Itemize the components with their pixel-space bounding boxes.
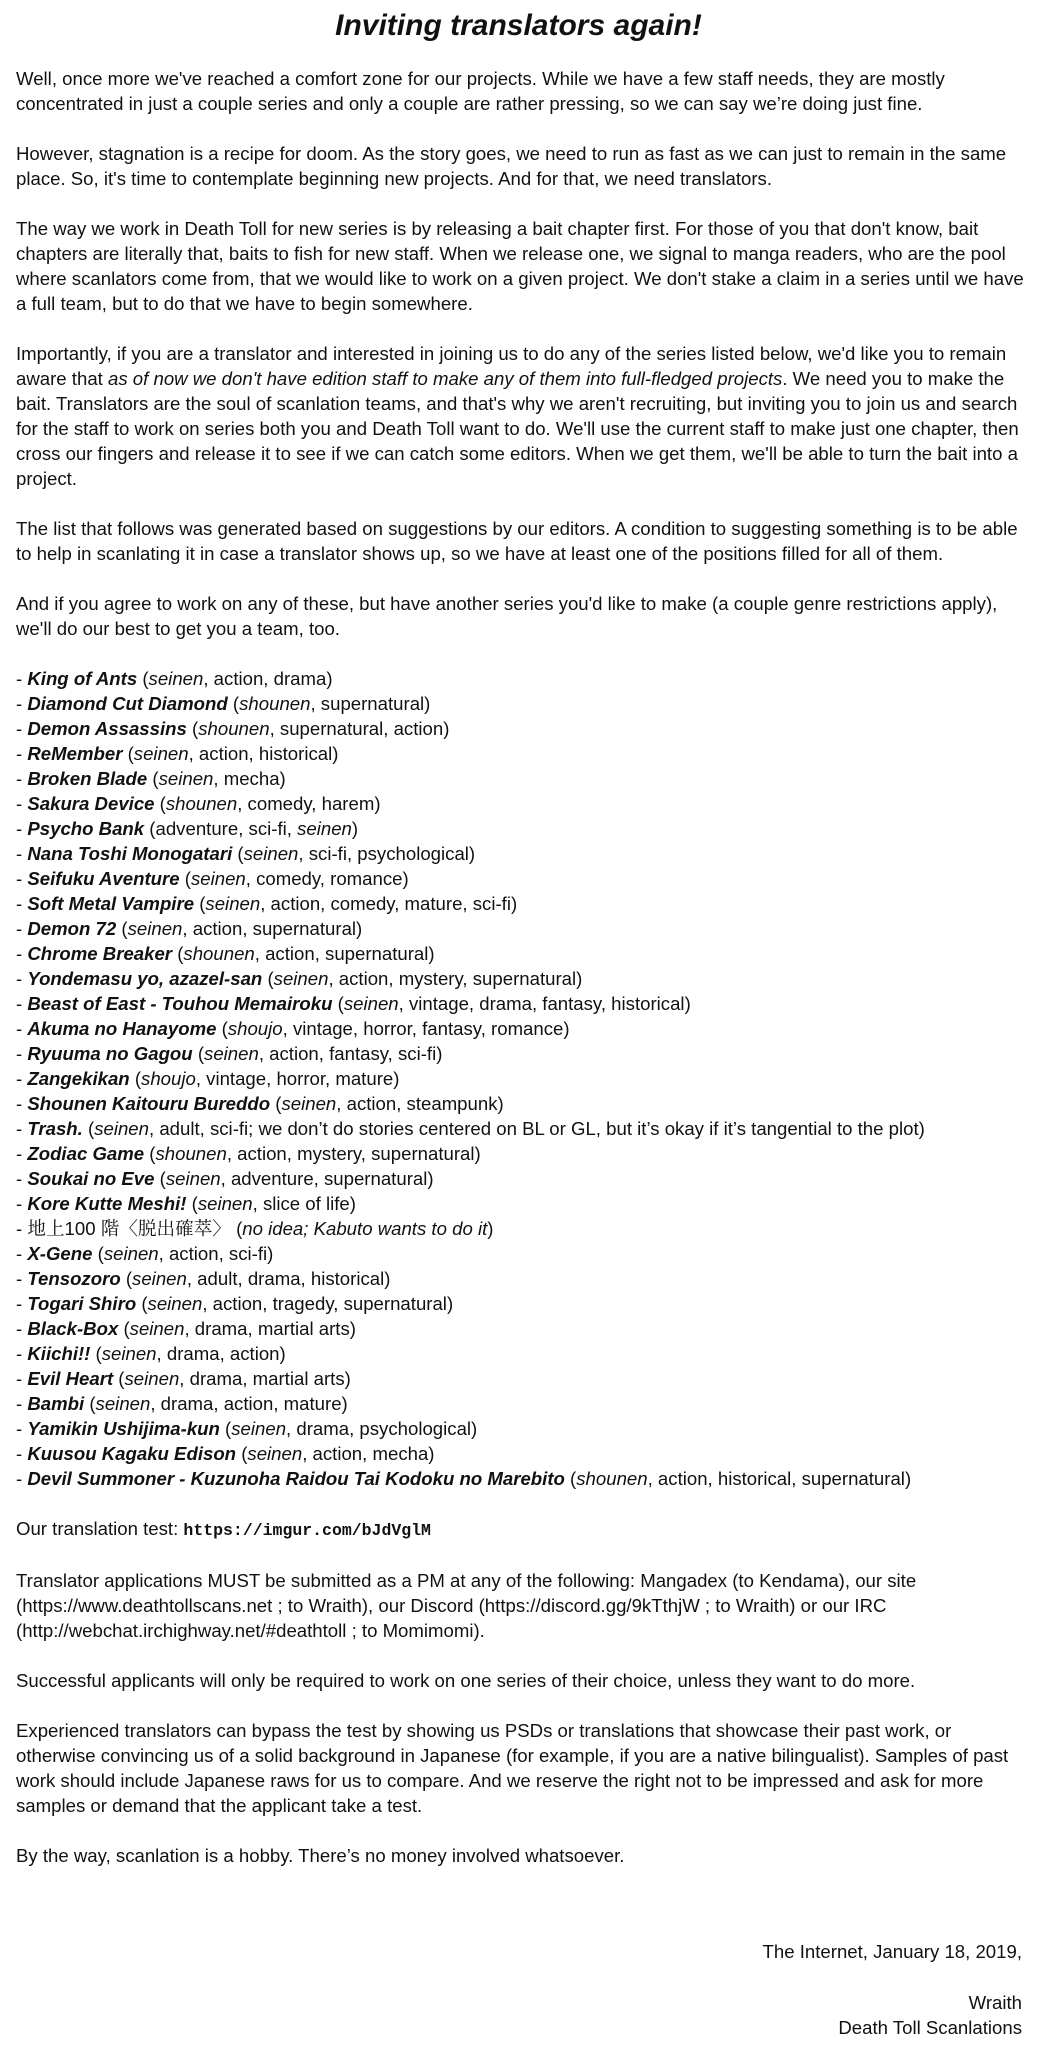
series-item: - ReMember (seinen, action, historical) (16, 743, 339, 764)
series-demographic: seinen (127, 918, 183, 939)
series-demographic: seinen (95, 1393, 151, 1414)
series-title: Soukai no Eve (27, 1168, 155, 1189)
series-demographic: seinen (297, 818, 352, 839)
series-demographic: seinen (129, 1318, 185, 1339)
series-item: - Sakura Device (shounen, comedy, harem) (16, 793, 381, 814)
translation-test-line (16, 1516, 1024, 1543)
series-demographic: seinen (231, 1418, 287, 1439)
series-demographic: seinen (158, 768, 214, 789)
series-title: Togari Shiro (27, 1293, 137, 1314)
series-item: - Black-Box (seinen, drama, martial arts) (16, 1318, 356, 1339)
series-title: Beast of East - Touhou Memairoku (27, 993, 333, 1014)
series-demographic: seinen (343, 993, 399, 1014)
series-item: - Zodiac Game (shounen, action, mystery, supernatural) (16, 1143, 481, 1164)
series-item: - 地上100 階〈脱出確萃〉 (no idea; Kabuto wants to do it) (16, 1218, 494, 1239)
series-genres: , action, tragedy, supernatural (202, 1293, 447, 1314)
series-demographic: seinen (165, 1168, 221, 1189)
important-text-before: Importantly, if you are a translator and interested in joining us to do any of the series listed below, we'd like you to remain aware that (16, 343, 1007, 389)
series-genres: , sci-fi, psychological (298, 843, 469, 864)
series-demographic: seinen (281, 1093, 337, 1114)
series-title: Soft Metal Vampire (27, 893, 195, 914)
closing-paragraph: Translator applications MUST be submitted as a PM at any of the following: Mangadex (to Kendama), our site (https://www.deathtollscans.net ; to Wraith), our Discord (https://discord.gg/9kTthjW ; to Wraith) or our IRC (http://webchat.irchighway.net/#deathtoll ; to Momimomi). (16, 1570, 917, 1641)
series-genres: , action, fantasy, sci-fi (258, 1043, 437, 1064)
series-item: - Seifuku Aventure (seinen, comedy, romance) (16, 868, 409, 889)
series-item: - Yondemasu yo, azazel-san (seinen, action, mystery, supernatural) (16, 968, 583, 989)
series-demographic: shounen (198, 718, 270, 739)
series-item: - Diamond Cut Diamond (shounen, supernatural) (16, 693, 431, 714)
series-demographic: seinen (204, 1043, 259, 1064)
series-title: Bambi (27, 1393, 85, 1414)
series-title: Seifuku Aventure (27, 868, 180, 889)
series-demographic: seinen (133, 743, 189, 764)
series-title: Tensozoro (27, 1268, 121, 1289)
series-genres: , action, mystery, supernatural (226, 1143, 475, 1164)
series-item: - Trash. (seinen, adult, sci-fi; we don’t do stories centered on BL or GL, but it’s okay if it’s tangential to the plot) (16, 1118, 925, 1139)
series-demographic: shounen (165, 793, 238, 814)
series-item: - Beast of East - Touhou Memairoku (seinen, vintage, drama, fantasy, historical) (16, 993, 691, 1014)
series-title: Shounen Kaitouru Bureddo (27, 1093, 271, 1114)
series-item: - Soft Metal Vampire (seinen, action, comedy, mature, sci-fi) (16, 893, 518, 914)
series-item: - Bambi (seinen, drama, action, mature) (16, 1393, 348, 1414)
series-title: Zodiac Game (27, 1143, 145, 1164)
series-item: - Devil Summoner - Kuzunoha Raidou Tai Kodoku no Marebito (shounen, action, historical, supernatural) (16, 1468, 912, 1489)
series-genres: , action, comedy, mature, sci-fi (260, 893, 511, 914)
series-title: Psycho Bank (27, 818, 145, 839)
series-list (16, 666, 1024, 1491)
series-demographic: shoujo (141, 1068, 196, 1089)
signature-group: Death Toll Scanlations (838, 2017, 1022, 2038)
series-demographic: shoujo (227, 1018, 283, 1039)
series-genres: , drama, martial arts (179, 1368, 345, 1389)
series-genres: , vintage, horror, mature (195, 1068, 394, 1089)
series-item: - Demon 72 (seinen, action, supernatural) (16, 918, 363, 939)
series-demographic: seinen (247, 1443, 303, 1464)
series-item: - Psycho Bank (adventure, sci-fi, seinen) (16, 818, 359, 839)
series-demographic: shounen (576, 1468, 648, 1489)
series-title: Kiichi!! (27, 1343, 91, 1364)
series-genres: , comedy, romance (245, 868, 403, 889)
series-genres: , adult, drama, historical (186, 1268, 385, 1289)
series-demographic: seinen (103, 1243, 159, 1264)
series-genres: , action, steampunk (336, 1093, 498, 1114)
series-demographic: seinen (197, 1193, 253, 1214)
series-demographic: shounen (239, 693, 311, 714)
document-body (16, 66, 1024, 1893)
series-item: - Tensozoro (seinen, adult, drama, historical) (16, 1268, 391, 1289)
series-item: - Togari Shiro (seinen, action, tragedy, supernatural) (16, 1293, 454, 1314)
series-genres: , mecha (213, 768, 280, 789)
series-item: - King of Ants (seinen, action, drama) (16, 668, 333, 689)
series-item: - Kore Kutte Meshi! (seinen, slice of life) (16, 1193, 356, 1214)
series-demographic: seinen (205, 893, 261, 914)
series-item: - Chrome Breaker (shounen, action, supernatural) (16, 943, 435, 964)
series-title: Demon 72 (27, 918, 117, 939)
series-title: 地上100 階〈脱出確萃〉 (27, 1218, 231, 1239)
series-title: Chrome Breaker (27, 943, 173, 964)
series-item: - Shounen Kaitouru Bureddo (seinen, action, steampunk) (16, 1093, 504, 1114)
series-title: Zangekikan (27, 1068, 130, 1089)
series-genres: , vintage, drama, fantasy, historical (398, 993, 685, 1014)
series-title: Demon Assassins (27, 718, 187, 739)
series-title: Ryuuma no Gagou (27, 1043, 193, 1064)
intro-paragraph: However, stagnation is a recipe for doom. As the story goes, we need to run as fast as we can just to remain in the same place. So, it's time to contemplate beginning new projects. And for that, we need translators. (16, 143, 1007, 189)
series-item: - Broken Blade (seinen, mecha) (16, 768, 286, 789)
series-demographic: seinen (148, 668, 204, 689)
series-demographic: seinen (273, 968, 329, 989)
series-genres: , supernatural (310, 693, 425, 714)
series-demographic: seinen (147, 1293, 203, 1314)
important-text-after: . We need you to make the bait. Translators are the soul of scanlation teams, and that's why we aren't recruiting, but inviting you to join us and search for the staff to work on series both you and Death Toll want to do. We'll use the current staff to make just one chapter, then cross our fingers and release it to see if we can catch some editors. When we get them, we'll be able to turn the bait into a project. (16, 368, 1019, 489)
series-genres: , action, sci-fi (158, 1243, 268, 1264)
series-item: - Yamikin Ushijima-kun (seinen, drama, psychological) (16, 1418, 478, 1439)
series-genres: , slice of life (252, 1193, 350, 1214)
series-item: - Evil Heart (seinen, drama, martial arts) (16, 1368, 351, 1389)
series-demographic: seinen (94, 1118, 149, 1139)
series-item: - Kiichi!! (seinen, drama, action) (16, 1343, 286, 1364)
series-title: Diamond Cut Diamond (27, 693, 228, 714)
series-genres: , vintage, horror, fantasy, romance (282, 1018, 564, 1039)
series-demographic: seinen (101, 1343, 157, 1364)
series-demographic: shounen (183, 943, 255, 964)
series-genres: , supernatural, action (269, 718, 444, 739)
important-emphasis: as of now we don't have edition staff to make any of them into full-fledged projects (108, 368, 783, 389)
series-title: Evil Heart (27, 1368, 114, 1389)
series-item: - Ryuuma no Gagou (seinen, action, fantasy, sci-fi) (16, 1043, 443, 1064)
translation-test-label: Our translation test: (16, 1518, 184, 1539)
series-title: Yondemasu yo, azazel-san (27, 968, 263, 989)
series-genres: , drama, martial arts (184, 1318, 350, 1339)
series-title: Kore Kutte Meshi! (27, 1193, 187, 1214)
signature-place-date: The Internet, January 18, 2019, (762, 1941, 1022, 1962)
series-demographic: seinen (190, 868, 246, 889)
series-item: - Kuusou Kagaku Edison (seinen, action, mecha) (16, 1443, 435, 1464)
important-paragraph (16, 341, 1024, 491)
series-genres: , comedy, harem (237, 793, 375, 814)
series-title: King of Ants (27, 668, 138, 689)
series-genres: , action, mystery, supernatural (328, 968, 577, 989)
series-title: Yamikin Ushijima-kun (27, 1418, 220, 1439)
closing-paragraph: Experienced translators can bypass the test by showing us PSDs or translations that showcase their past work, or otherwise convincing us of a solid background in Japanese (for example, if you are a native bilingualist). Samples of past work should include Japanese raws for us to compare. And we reserve the right not to be impressed and ask for more samples or demand that the applicant take a test. (16, 1720, 1009, 1816)
series-genres: , drama, action, mature (150, 1393, 342, 1414)
series-item: - X-Gene (seinen, action, sci-fi) (16, 1243, 274, 1264)
closing-paragraph: By the way, scanlation is a hobby. There’s no money involved whatsoever. (16, 1845, 625, 1866)
series-genres: , action, historical, supernatural (647, 1468, 905, 1489)
series-genres: , adult, sci-fi; we don’t do stories centered on BL or GL, but it’s okay if it’s tangential to the plot (148, 1118, 919, 1139)
series-title: Nana Toshi Monogatari (27, 843, 233, 864)
series-title: Akuma no Hanayome (27, 1018, 217, 1039)
series-genres: , drama, action (156, 1343, 280, 1364)
signature-name: Wraith (968, 1992, 1022, 2013)
page-title: Inviting translators again! (335, 9, 702, 42)
series-demographic: shounen (155, 1143, 227, 1164)
series-title: Devil Summoner - Kuzunoha Raidou Tai Kodoku no Marebito (27, 1468, 571, 1489)
series-title: Kuusou Kagaku Edison (27, 1443, 237, 1464)
series-item: - Zangekikan (shoujo, vintage, horror, mature) (16, 1068, 400, 1089)
series-genres: , action, supernatural (254, 943, 429, 964)
series-title: Sakura Device (27, 793, 155, 814)
series-title: Broken Blade (27, 768, 148, 789)
series-title: Black-Box (27, 1318, 119, 1339)
series-demographic: no idea; Kabuto wants to do it (242, 1218, 488, 1239)
series-demographic: seinen (132, 1268, 187, 1289)
series-genres: , action, supernatural (182, 918, 357, 939)
series-item: - Soukai no Eve (seinen, adventure, supernatural) (16, 1168, 434, 1189)
series-item: - Demon Assassins (shounen, supernatural, action) (16, 718, 450, 739)
series-demographic: seinen (124, 1368, 180, 1389)
series-item: - Akuma no Hanayome (shoujo, vintage, horror, fantasy, romance) (16, 1018, 570, 1039)
series-genres: , action, mecha (302, 1443, 429, 1464)
closing-paragraph: Successful applicants will only be required to work on one series of their choice, unless they want to do more. (16, 1670, 916, 1691)
list-intro-paragraph: And if you agree to work on any of these, but have another series you'd like to make (a couple genre restrictions apply), we'll do our best to get you a team, too. (16, 593, 998, 639)
series-genres: , drama, psychological (286, 1418, 472, 1439)
intro-paragraph: Well, once more we've reached a comfort zone for our projects. While we have a few staff needs, they are mostly concentrated in just a couple series and only a couple are rather pressing, so we can say we’re doing just fine. (16, 68, 945, 114)
translation-test-link[interactable]: https://imgur.com/bJdVglM (183, 1521, 431, 1540)
series-genres: , action, historical (188, 743, 333, 764)
intro-paragraph: The way we work in Death Toll for new series is by releasing a bait chapter first. For those of you that don't know, bait chapters are literally that, baits to fish for new staff. When we release one, we signal to manga readers, who are the pool where scanlators come from, that we would like to work on a given project. We don't stake a claim in a series until we have a full team, but to do that we have to begin somewhere. (16, 218, 1024, 314)
series-genres: , action, drama (203, 668, 327, 689)
list-intro-paragraph: The list that follows was generated based on suggestions by our editors. A condition to suggesting something is to be able to help in scanlating it in case a translator shows up, so we have at least one of the positions filled for all of them. (16, 518, 1018, 564)
series-title: ReMember (27, 743, 123, 764)
series-title: Trash. (27, 1118, 83, 1139)
series-genres: adventure, sci-fi, (155, 818, 298, 839)
series-title: X-Gene (27, 1243, 93, 1264)
series-genres: , adventure, supernatural (220, 1168, 428, 1189)
series-demographic: seinen (243, 843, 299, 864)
series-item: - Nana Toshi Monogatari (seinen, sci-fi, psychological) (16, 843, 476, 864)
